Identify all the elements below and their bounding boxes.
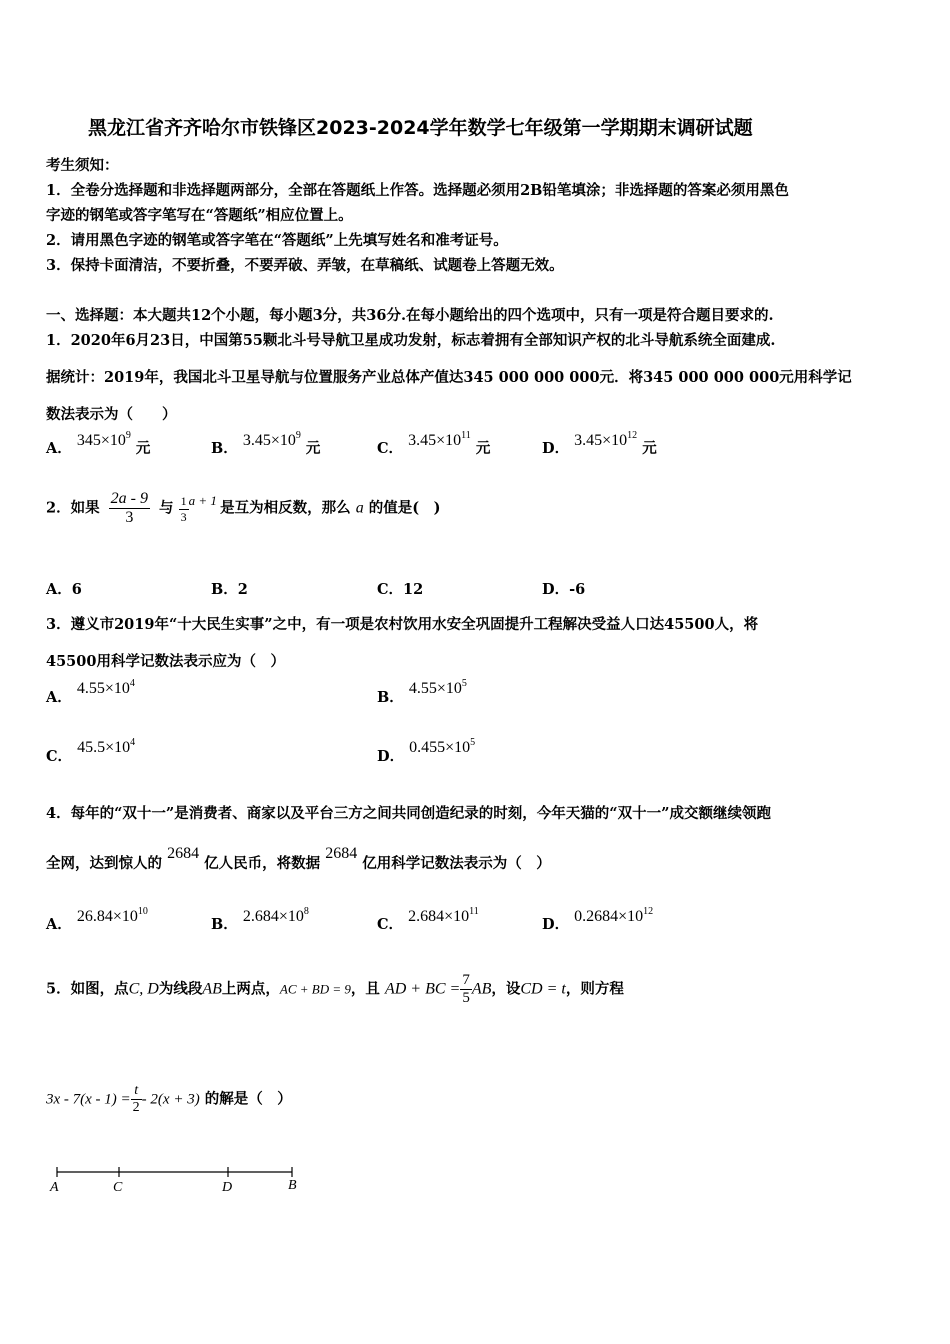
q1-option-a bbox=[46, 430, 151, 458]
q5-condition-1: AC + BD = 9 bbox=[279, 981, 351, 997]
option-letter: B． bbox=[211, 440, 238, 457]
q3-option-d: D． $0.455\times 10^5$ bbox=[377, 737, 476, 765]
q2-fraction-1: $\frac{2a - 9}{3}$ bbox=[110, 490, 148, 526]
q5-condition-2-fraction: $\frac{7}{5}$ bbox=[462, 972, 470, 1006]
label-d: D bbox=[222, 1180, 233, 1195]
q5-equation-right: - 2(x + 3) bbox=[141, 1091, 200, 1108]
page-title: 黑龙江省齐齐哈尔市铁锋区2023-2024学年数学七年级第一学期期末调研试题 bbox=[88, 117, 753, 139]
q5-stem: 5．如图，点C, D为线段AB上两点，AC + BD = 9，且 AD + BC = $\frac{7}{5}$ AB，设CD = t，则方程 bbox=[46, 972, 624, 1006]
notice-line-2: 2．请用黑色字迹的钢笔或答字笔在“答题纸”上先填写姓名和准考证号。 bbox=[46, 232, 508, 249]
notice-line-1a: 1．全卷分选择题和非选择题两部分，全部在答题纸上作答。选择题必须用2B铅笔填涂；非选择题的答案必须用黑色 bbox=[46, 182, 789, 199]
q3-line-2: 45500用科学记数法表示应为（ ） bbox=[46, 653, 285, 670]
option-letter: D． bbox=[542, 440, 570, 457]
q3-option-b: B． $4.55\times 10^5$ bbox=[377, 678, 467, 706]
q5-condition-2-right: AB bbox=[471, 980, 492, 998]
label-b: B bbox=[288, 1178, 297, 1193]
option-value: $3.45\times 10^9$ bbox=[242, 430, 301, 449]
q5-condition-3: CD = t bbox=[520, 980, 566, 998]
q1-option-b bbox=[211, 430, 321, 458]
q2-variable: a bbox=[355, 499, 364, 517]
option-value: $345\times 10^9$ bbox=[76, 430, 131, 449]
option-value: $3.45\times 10^{12}$ bbox=[574, 430, 638, 449]
q1-line-2: 据统计：2019年，我国北斗卫星导航与位置服务产业总体产值达345 000 000 000元．将345 000 000 000元用科学记 bbox=[46, 369, 852, 386]
q2-option-c: C．12 bbox=[377, 581, 424, 598]
q5-condition-2-left: AD + BC = bbox=[384, 980, 461, 998]
q4-option-b: B． $2.684\times 10^8$ bbox=[211, 906, 309, 933]
option-letter: C． bbox=[377, 440, 404, 457]
label-c: C bbox=[113, 1180, 123, 1195]
option-unit: 元 bbox=[475, 440, 491, 457]
q4-option-d: D． $0.2684\times 10^{12}$ bbox=[542, 906, 654, 933]
q1-line-1: 1．2020年6月23日，中国第55颗北斗号导航卫星成功发射，标志着拥有全部知识产权的北斗导航系统全面建成. bbox=[46, 332, 776, 349]
q4-number-1: 2684 bbox=[167, 845, 200, 862]
notice-line-1b: 字迹的钢笔或答字笔写在“答题纸”相应位置上。 bbox=[46, 207, 353, 224]
q4-line-2: 全网，达到惊人的 2684 亿人民币，将数据 2684 亿用科学记数法表示为（ ） bbox=[46, 845, 551, 872]
q5-equation bbox=[46, 1083, 292, 1116]
q3-option-a: A． $4.55\times 10^4$ bbox=[46, 678, 135, 706]
q2-expression-2: $\frac{1}{3}$ a + 1 bbox=[180, 492, 217, 525]
q1-option-d bbox=[542, 430, 657, 458]
q2-suffix-1: 是互为相反数，那么 bbox=[220, 499, 351, 517]
q5-segment-figure bbox=[45, 1160, 315, 1200]
q2-mid: 与 bbox=[159, 499, 174, 517]
notice-heading: 考生须知： bbox=[46, 157, 119, 174]
section-heading: 一、选择题：本大题共12个小题，每小题3分，共36分.在每小题给出的四个选项中，只有一项是符合题目要求的. bbox=[46, 307, 774, 324]
q2-stem bbox=[46, 490, 441, 527]
q5-points: C, D bbox=[128, 980, 159, 998]
q4-number-2: 2684 bbox=[325, 845, 358, 862]
q5-equation-suffix: 的解是（ ） bbox=[204, 1090, 292, 1108]
q3-line-1: 3．遵义市2019年“十大民生实事”之中，有一项是农村饮用水安全巩固提升工程解决受益人口达45500人，将 bbox=[46, 616, 759, 633]
q1-line-3: 数法表示为（ ） bbox=[46, 406, 177, 423]
q2-prefix: 2．如果 bbox=[46, 499, 100, 517]
q5-equation-left: 3x - 7(x - 1) = bbox=[46, 1091, 131, 1108]
option-letter: A． bbox=[46, 440, 72, 457]
q2-option-a: A．6 bbox=[46, 581, 82, 598]
q5-segment: AB bbox=[202, 980, 222, 998]
option-unit: 元 bbox=[135, 440, 151, 457]
q4-line-1: 4．每年的“双十一”是消费者、商家以及平台三方之间共同创造纪录的时刻，今年天猫的“双十一”成交额继续领跑 bbox=[46, 805, 771, 822]
q4-option-a: A． $26.84\times 10^{10}$ bbox=[46, 906, 148, 933]
option-unit: 元 bbox=[642, 440, 657, 457]
notice-line-3: 3．保持卡面清洁，不要折叠，不要弄破、弄皱，在草稿纸、试题卷上答题无效。 bbox=[46, 257, 564, 274]
q2-suffix-2: 的值是( ) bbox=[368, 499, 441, 517]
q1-option-c bbox=[377, 430, 491, 458]
q2-option-d: D．-6 bbox=[542, 581, 586, 598]
q2-option-b: B．2 bbox=[211, 581, 248, 598]
option-value: $3.45\times 10^{11}$ bbox=[408, 430, 471, 449]
q4-option-c: C． $2.684\times 10^{11}$ bbox=[377, 906, 479, 933]
label-a: A bbox=[50, 1180, 59, 1195]
q3-option-c: C． $45.5\times 10^4$ bbox=[46, 737, 136, 765]
option-unit: 元 bbox=[305, 440, 321, 457]
q5-equation-fraction: $\frac{t}{2}$ bbox=[132, 1083, 140, 1115]
